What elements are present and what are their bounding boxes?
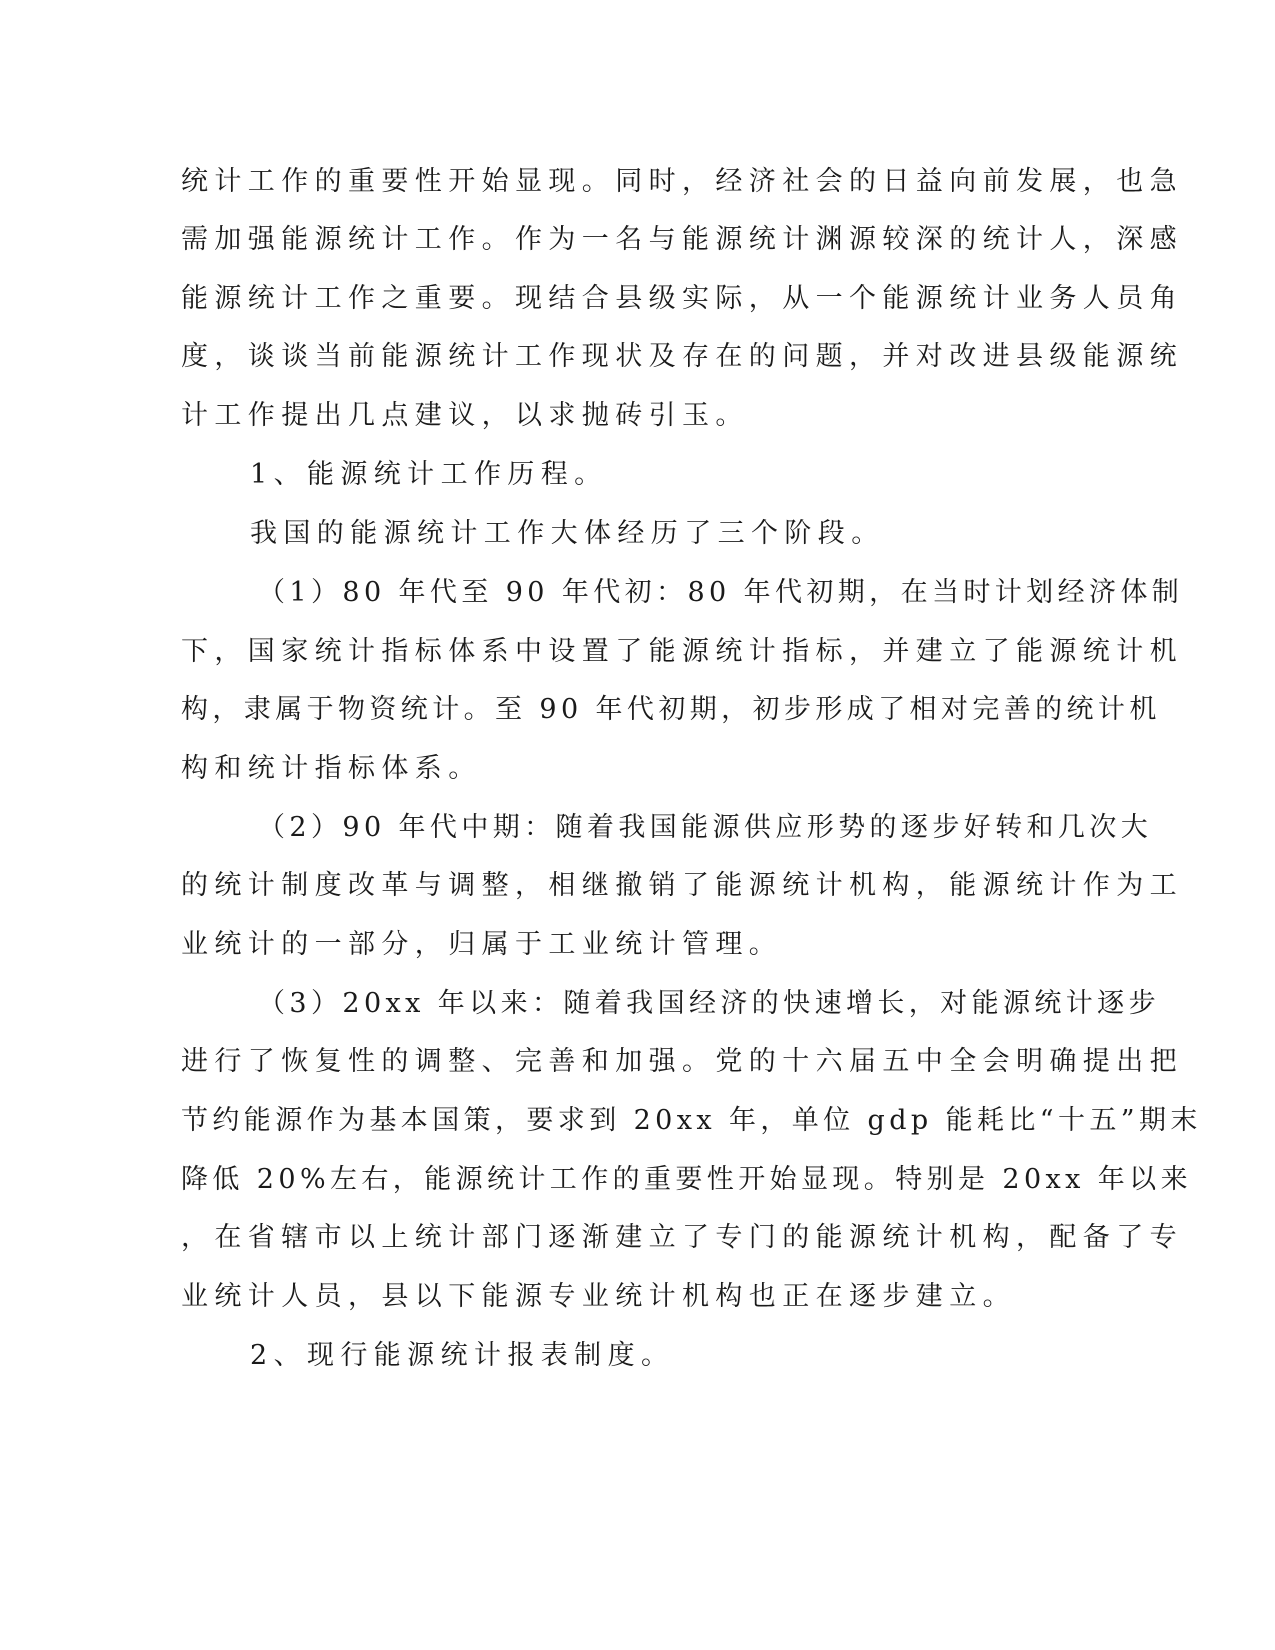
paragraph-line: 统计工作的重要性开始显现。同时，经济社会的日益向前发展，也急: [181, 166, 1183, 197]
paragraph-line: 构和统计指标体系。: [181, 753, 482, 784]
paragraph-line: 需加强能源统计工作。作为一名与能源统计渊源较深的统计人，深感: [181, 224, 1183, 255]
paragraph-line: ，在省辖市以上统计部门逐渐建立了专门的能源统计机构，配备了专: [181, 1222, 1183, 1253]
paragraph-line: 进行了恢复性的调整、完善和加强。党的十六届五中全会明确提出把: [181, 1046, 1183, 1077]
list-item-line: （1）80 年代至 90 年代初：80 年代初期，在当时计划经济体制: [258, 577, 1184, 608]
paragraph-line: 节约能源作为基本国策，要求到 20xx 年，单位 gdp 能耗比“十五”期末: [181, 1105, 1202, 1136]
list-item-line: （3）20xx 年以来：随着我国经济的快速增长，对能源统计逐步: [258, 988, 1160, 1019]
paragraph-line: 降低 20%左右，能源统计工作的重要性开始显现。特别是 20xx 年以来: [181, 1164, 1192, 1195]
paragraph-line: 计工作提出几点建议，以求抛砖引玉。: [181, 400, 749, 431]
paragraph-line: 的统计制度改革与调整，相继撤销了能源统计机构，能源统计作为工: [181, 870, 1183, 901]
paragraph-line: 能源统计工作之重要。现结合县级实际，从一个能源统计业务人员角: [181, 283, 1183, 314]
paragraph-line: 业统计人员，县以下能源专业统计机构也正在逐步建立。: [181, 1281, 1016, 1312]
section-heading: 2、现行能源统计报表制度。: [250, 1340, 675, 1371]
section-heading: 1、能源统计工作历程。: [250, 459, 608, 490]
paragraph-line: 业统计的一部分，归属于工业统计管理。: [181, 929, 783, 960]
list-item-line: （2）90 年代中期：随着我国能源供应形势的逐步好转和几次大: [258, 812, 1153, 843]
paragraph-line: 构，隶属于物资统计。至 90 年代初期，初步形成了相对完善的统计机: [181, 694, 1161, 725]
paragraph-line: 下，国家统计指标体系中设置了能源统计指标，并建立了能源统计机: [181, 636, 1183, 667]
paragraph-line: 度，谈谈当前能源统计工作现状及存在的问题，并对改进县级能源统: [181, 341, 1183, 372]
paragraph-line: 我国的能源统计工作大体经历了三个阶段。: [250, 518, 885, 549]
